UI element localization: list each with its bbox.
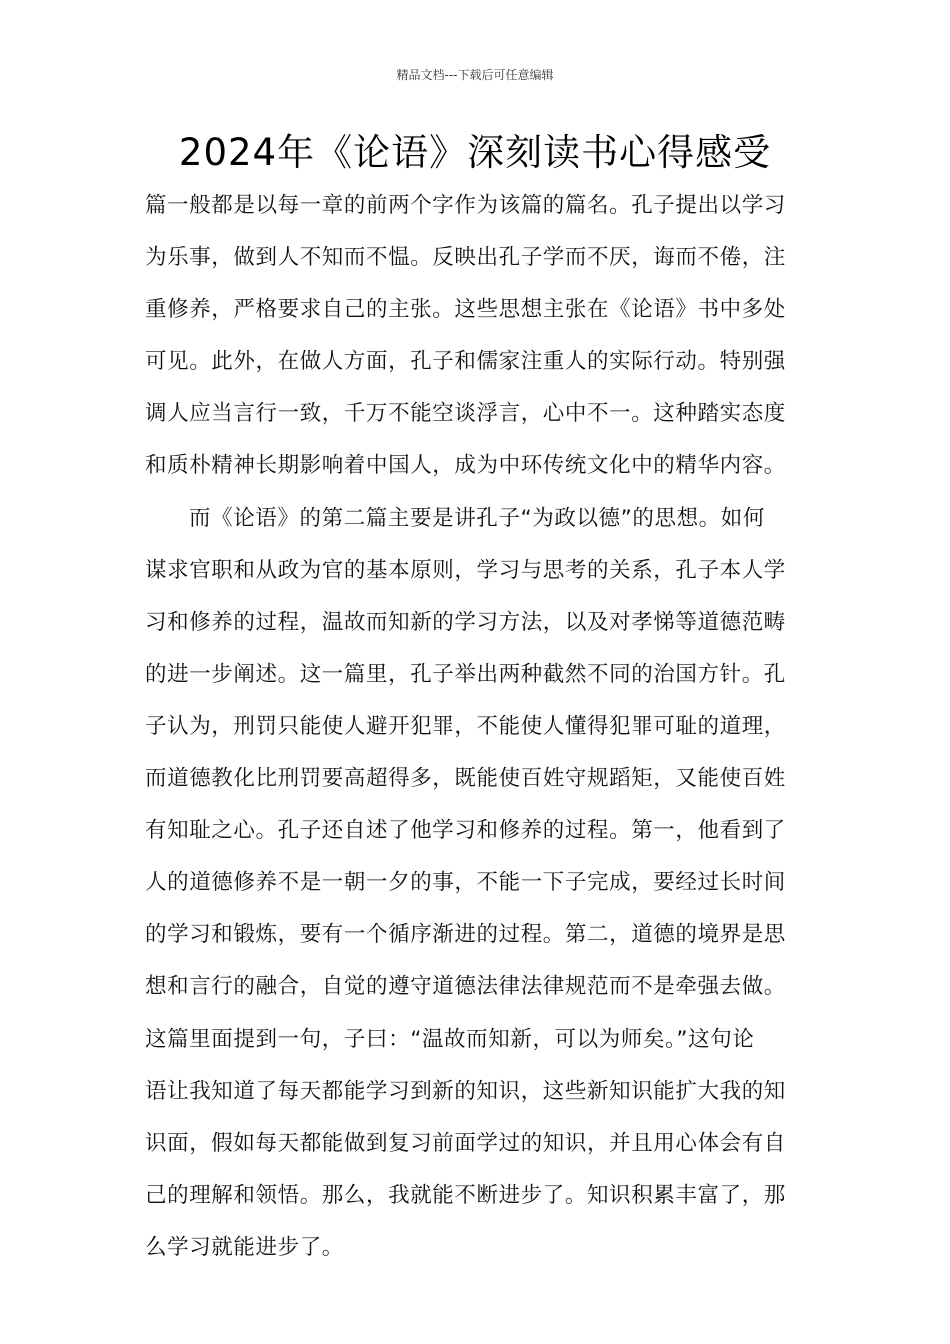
text-line: 的学习和锻炼，要有一个循序渐进的过程。第二，道德的境界是思 xyxy=(145,922,786,948)
paragraph-1 xyxy=(145,180,810,493)
text-line: 想和言行的融合，自觉的遵守道德法律法律规范而不是牵强去做。 xyxy=(145,974,786,1000)
text-line: 重修养，严格要求自己的主张。这些思想主张在《论语》书中多处 xyxy=(145,297,786,323)
text-line: 习和修养的过程，温故而知新的学习方法，以及对孝悌等道德范畴 xyxy=(145,609,786,635)
text-line: 和质朴精神长期影响着中国人，成为中环传统文化中的精华内容。 xyxy=(145,453,786,479)
text-line: 调人应当言行一致，千万不能空谈浮言，心中不一。这种踏实态度 xyxy=(145,401,786,427)
text-line: 语让我知道了每天都能学习到新的知识，这些新知识能扩大我的知 xyxy=(145,1078,786,1104)
text-line: 篇一般都是以每一章的前两个字作为该篇的篇名。孔子提出以学习 xyxy=(145,193,786,218)
text-line: 子认为，刑罚只能使人避开犯罪，不能使人懂得犯罪可耻的道理， xyxy=(145,713,786,739)
text-line: 可见。此外，在做人方面，孔子和儒家注重人的实际行动。特别强 xyxy=(145,349,786,375)
text-line: 识面，假如每天都能做到复习前面学过的知识，并且用心体会有自 xyxy=(145,1130,786,1156)
text-line: 这篇里面提到一句，子曰：“温故而知新，可以为师矣。”这句论 xyxy=(145,1026,755,1052)
text-line: 人的道德修养不是一朝一夕的事，不能一下子完成，要经过长时间 xyxy=(145,870,786,896)
paragraph-2 xyxy=(145,493,810,1274)
text-line: 己的理解和领悟。那么，我就能不断进步了。知识积累丰富了，那 xyxy=(145,1182,786,1208)
page-header: 精品文档---下载后可任意编辑 xyxy=(396,68,554,82)
text-line: 么学习就能进步了。 xyxy=(145,1234,344,1260)
document-body xyxy=(145,180,810,1274)
text-line: 的进一步阐述。这一篇里，孔子举出两种截然不同的治国方针。孔 xyxy=(145,661,786,687)
text-line: 而《论语》的第二篇主要是讲孔子“为政以德”的思想。如何 xyxy=(189,505,765,531)
text-line: 而道德教化比刑罚要高超得多，既能使百姓守规蹈矩，又能使百姓 xyxy=(145,766,786,792)
text-line: 为乐事，做到人不知而不愠。反映出孔子学而不厌，诲而不倦，注 xyxy=(145,245,786,271)
text-line: 谋求官职和从政为官的基本原则，学习与思考的关系，孔子本人学 xyxy=(145,557,786,583)
document-title: 2024年《论语》深刻读书心得感受 xyxy=(178,131,772,174)
text-line: 有知耻之心。孔子还自述了他学习和修养的过程。第一，他看到了 xyxy=(145,818,786,844)
